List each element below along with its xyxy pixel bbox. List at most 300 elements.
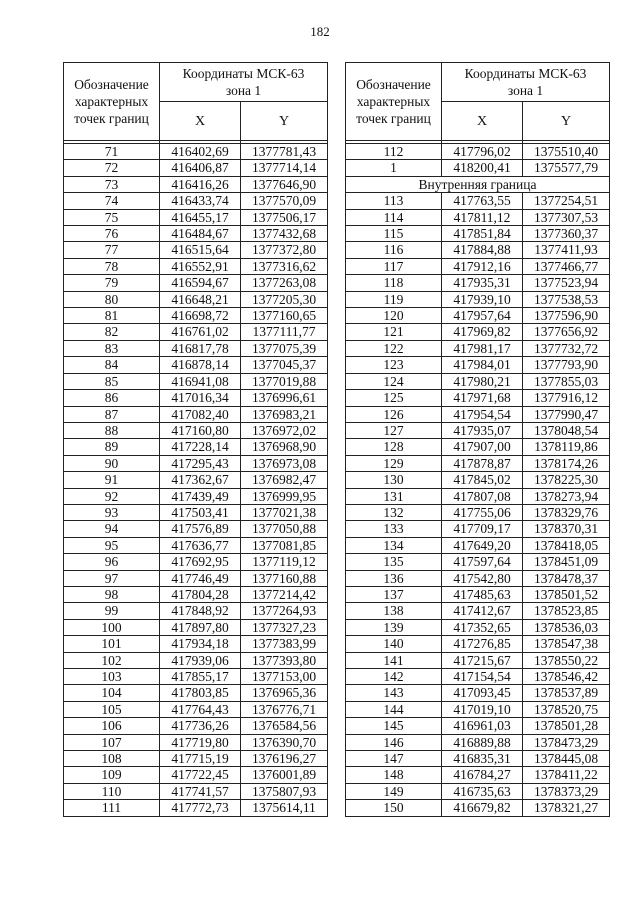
x-coordinate-cell: 417764,43 [160, 701, 241, 717]
x-column-header: X [442, 102, 523, 141]
point-number-cell: 91 [64, 472, 160, 488]
point-number-cell: 86 [64, 390, 160, 406]
x-coordinate-cell: 417412,67 [442, 603, 523, 619]
y-coordinate-cell: 1377466,77 [523, 258, 610, 274]
point-number-cell: 92 [64, 488, 160, 504]
point-number-cell: 143 [346, 685, 442, 701]
y-coordinate-cell: 1376972,02 [241, 422, 328, 438]
y-coordinate-cell: 1378225,30 [523, 472, 610, 488]
y-coordinate-cell: 1377205,30 [241, 291, 328, 307]
x-coordinate-cell: 417160,80 [160, 422, 241, 438]
x-coordinate-cell: 416515,64 [160, 242, 241, 258]
table-row [64, 176, 328, 192]
point-number-cell: 105 [64, 701, 160, 717]
point-number-cell: 78 [64, 258, 160, 274]
table-row [64, 570, 328, 586]
point-number-cell: 136 [346, 570, 442, 586]
x-coordinate-cell: 417692,95 [160, 554, 241, 570]
point-number-cell: 113 [346, 193, 442, 209]
x-coordinate-cell: 417878,87 [442, 455, 523, 471]
y-coordinate-cell: 1378418,05 [523, 537, 610, 553]
table-row [64, 340, 328, 356]
table-row [64, 144, 328, 160]
x-coordinate-cell: 417362,67 [160, 472, 241, 488]
y-coordinate-cell: 1376996,61 [241, 390, 328, 406]
y-coordinate-cell: 1378537,89 [523, 685, 610, 701]
x-coordinate-cell: 417957,64 [442, 308, 523, 324]
table-row [346, 439, 610, 455]
x-coordinate-cell: 417352,65 [442, 619, 523, 635]
point-label-header: Обозначение характерных точек границ [346, 63, 442, 141]
x-coordinate-cell: 416878,14 [160, 357, 241, 373]
point-number-cell: 117 [346, 258, 442, 274]
table-row [346, 718, 610, 734]
y-coordinate-cell: 1377081,85 [241, 537, 328, 553]
point-number-cell: 74 [64, 193, 160, 209]
point-number-cell: 79 [64, 275, 160, 291]
point-number-cell: 145 [346, 718, 442, 734]
point-number-cell: 124 [346, 373, 442, 389]
table-row [346, 554, 610, 570]
table-row [64, 422, 328, 438]
y-coordinate-cell: 1376968,90 [241, 439, 328, 455]
table-row [64, 357, 328, 373]
x-coordinate-cell: 417981,17 [442, 340, 523, 356]
x-coordinate-cell: 416402,69 [160, 144, 241, 160]
point-number-cell: 98 [64, 586, 160, 602]
x-coordinate-cell: 417772,73 [160, 800, 241, 816]
y-coordinate-cell: 1376584,56 [241, 718, 328, 734]
x-coordinate-cell: 416679,82 [442, 800, 523, 816]
y-coordinate-cell: 1377111,77 [241, 324, 328, 340]
point-number-cell: 106 [64, 718, 160, 734]
table-row [346, 800, 610, 816]
table-row [64, 685, 328, 701]
y-coordinate-cell: 1377360,37 [523, 226, 610, 242]
point-number-cell: 148 [346, 767, 442, 783]
table-row [64, 291, 328, 307]
x-coordinate-cell: 416484,67 [160, 226, 241, 242]
table-row [64, 636, 328, 652]
y-coordinate-cell: 1377855,03 [523, 373, 610, 389]
x-coordinate-cell: 417796,02 [442, 144, 523, 160]
y-coordinate-cell: 1377990,47 [523, 406, 610, 422]
y-coordinate-cell: 1378478,37 [523, 570, 610, 586]
x-coordinate-cell: 417980,21 [442, 373, 523, 389]
x-coordinate-cell: 417093,45 [442, 685, 523, 701]
x-coordinate-cell: 417215,67 [442, 652, 523, 668]
x-coordinate-cell: 417851,84 [442, 226, 523, 242]
table-row [64, 390, 328, 406]
x-coordinate-cell: 416817,78 [160, 340, 241, 356]
y-coordinate-cell: 1377021,38 [241, 504, 328, 520]
y-coordinate-cell: 1377153,00 [241, 669, 328, 685]
y-coordinate-cell: 1375577,79 [523, 160, 610, 176]
y-coordinate-cell: 1376999,95 [241, 488, 328, 504]
x-coordinate-cell: 417016,34 [160, 390, 241, 406]
table-row [346, 226, 610, 242]
point-number-cell: 144 [346, 701, 442, 717]
point-number-cell: 138 [346, 603, 442, 619]
table-row [64, 586, 328, 602]
point-number-cell: 112 [346, 144, 442, 160]
x-coordinate-cell: 417969,82 [442, 324, 523, 340]
inner-boundary-label: Внутренняя граница [346, 176, 610, 192]
point-number-cell: 111 [64, 800, 160, 816]
table-row [64, 537, 328, 553]
y-coordinate-cell: 1377372,80 [241, 242, 328, 258]
y-coordinate-cell: 1377506,17 [241, 209, 328, 225]
x-coordinate-cell: 416761,02 [160, 324, 241, 340]
x-coordinate-cell: 417019,10 [442, 701, 523, 717]
point-number-cell: 114 [346, 209, 442, 225]
point-number-cell: 149 [346, 783, 442, 799]
table-row [64, 258, 328, 274]
point-number-cell: 95 [64, 537, 160, 553]
table-row [64, 669, 328, 685]
table-row [346, 636, 610, 652]
point-number-cell: 96 [64, 554, 160, 570]
point-number-cell: 123 [346, 357, 442, 373]
point-number-cell: 104 [64, 685, 160, 701]
point-number-cell: 132 [346, 504, 442, 520]
x-coordinate-cell: 417803,85 [160, 685, 241, 701]
x-coordinate-cell: 417811,12 [442, 209, 523, 225]
x-coordinate-cell: 417636,77 [160, 537, 241, 553]
y-coordinate-cell: 1378411,22 [523, 767, 610, 783]
y-coordinate-cell: 1377160,88 [241, 570, 328, 586]
y-coordinate-cell: 1377327,23 [241, 619, 328, 635]
table-row [346, 537, 610, 553]
table-row [346, 586, 610, 602]
point-number-cell: 73 [64, 176, 160, 192]
table-row [64, 619, 328, 635]
point-number-cell: 121 [346, 324, 442, 340]
point-number-cell: 89 [64, 439, 160, 455]
point-number-cell: 118 [346, 275, 442, 291]
point-number-cell: 115 [346, 226, 442, 242]
x-coordinate-cell: 416552,91 [160, 258, 241, 274]
x-coordinate-cell: 417719,80 [160, 734, 241, 750]
table-row [346, 751, 610, 767]
coordinate-system-header: Координаты МСК-63 зона 1 [442, 63, 610, 102]
y-coordinate-cell: 1377383,99 [241, 636, 328, 652]
y-coordinate-cell: 1378119,86 [523, 439, 610, 455]
section-row [346, 176, 610, 192]
point-number-cell: 122 [346, 340, 442, 356]
y-coordinate-cell: 1376776,71 [241, 701, 328, 717]
y-coordinate-cell: 1378536,03 [523, 619, 610, 635]
coordinates-table-left [63, 62, 328, 817]
table-row [346, 422, 610, 438]
x-coordinate-cell: 417971,68 [442, 390, 523, 406]
table-row [346, 340, 610, 356]
point-number-cell: 139 [346, 619, 442, 635]
table-row [346, 619, 610, 635]
table-row [64, 472, 328, 488]
y-coordinate-cell: 1378550,22 [523, 652, 610, 668]
y-coordinate-cell: 1378273,94 [523, 488, 610, 504]
table-row [346, 390, 610, 406]
table-row [346, 685, 610, 701]
y-coordinate-cell: 1377214,42 [241, 586, 328, 602]
point-number-cell: 75 [64, 209, 160, 225]
x-coordinate-cell: 417912,16 [442, 258, 523, 274]
y-coordinate-cell: 1378445,08 [523, 751, 610, 767]
point-number-cell: 126 [346, 406, 442, 422]
point-number-cell: 131 [346, 488, 442, 504]
point-number-cell: 82 [64, 324, 160, 340]
point-number-cell: 101 [64, 636, 160, 652]
y-coordinate-cell: 1378370,31 [523, 521, 610, 537]
x-coordinate-cell: 417884,88 [442, 242, 523, 258]
x-coordinate-cell: 417763,55 [442, 193, 523, 209]
point-number-cell: 100 [64, 619, 160, 635]
table-row [64, 718, 328, 734]
coordinates-table-right [345, 62, 610, 817]
point-number-cell: 97 [64, 570, 160, 586]
table-row [346, 357, 610, 373]
point-number-cell: 119 [346, 291, 442, 307]
point-number-cell: 134 [346, 537, 442, 553]
x-coordinate-cell: 416835,31 [442, 751, 523, 767]
point-label-header: Обозначение характерных точек границ [64, 63, 160, 141]
coordinate-system-header: Координаты МСК-63 зона 1 [160, 63, 328, 102]
table-row [64, 373, 328, 389]
y-coordinate-cell: 1375510,40 [523, 144, 610, 160]
x-coordinate-cell: 416416,26 [160, 176, 241, 192]
y-coordinate-cell: 1377714,14 [241, 160, 328, 176]
x-coordinate-cell: 417722,45 [160, 767, 241, 783]
table-row [346, 767, 610, 783]
x-coordinate-cell: 417649,20 [442, 537, 523, 553]
point-number-cell: 125 [346, 390, 442, 406]
x-coordinate-cell: 417804,28 [160, 586, 241, 602]
table-row [346, 488, 610, 504]
x-coordinate-cell: 417934,18 [160, 636, 241, 652]
point-number-cell: 142 [346, 669, 442, 685]
point-number-cell: 77 [64, 242, 160, 258]
y-column-header: Y [241, 102, 328, 141]
table-row [64, 324, 328, 340]
table-row [346, 275, 610, 291]
x-coordinate-cell: 416433,74 [160, 193, 241, 209]
y-coordinate-cell: 1377538,53 [523, 291, 610, 307]
table-row [346, 669, 610, 685]
point-number-cell: 110 [64, 783, 160, 799]
point-number-cell: 135 [346, 554, 442, 570]
y-coordinate-cell: 1376982,47 [241, 472, 328, 488]
point-number-cell: 84 [64, 357, 160, 373]
x-coordinate-cell: 416455,17 [160, 209, 241, 225]
point-number-cell: 93 [64, 504, 160, 520]
x-coordinate-cell: 417542,80 [442, 570, 523, 586]
table-row [64, 275, 328, 291]
table-row [346, 308, 610, 324]
y-coordinate-cell: 1376983,21 [241, 406, 328, 422]
page-number: 182 [310, 24, 330, 39]
table-row [64, 800, 328, 816]
y-coordinate-cell: 1377646,90 [241, 176, 328, 192]
y-coordinate-cell: 1377411,93 [523, 242, 610, 258]
point-number-cell: 87 [64, 406, 160, 422]
x-coordinate-cell: 417276,85 [442, 636, 523, 652]
x-coordinate-cell: 417576,89 [160, 521, 241, 537]
point-number-cell: 90 [64, 455, 160, 471]
y-coordinate-cell: 1377732,72 [523, 340, 610, 356]
table-row [64, 783, 328, 799]
x-coordinate-cell: 417845,02 [442, 472, 523, 488]
table-row [64, 193, 328, 209]
table-row [64, 439, 328, 455]
table-row [346, 373, 610, 389]
table-row [346, 504, 610, 520]
x-coordinate-cell: 417939,06 [160, 652, 241, 668]
x-column-header: X [160, 102, 241, 141]
x-coordinate-cell: 416889,88 [442, 734, 523, 750]
point-number-cell: 83 [64, 340, 160, 356]
point-number-cell: 146 [346, 734, 442, 750]
table-row [64, 160, 328, 176]
table-row [346, 406, 610, 422]
point-number-cell: 109 [64, 767, 160, 783]
x-coordinate-cell: 416698,72 [160, 308, 241, 324]
table-row [346, 160, 610, 176]
y-coordinate-cell: 1375807,93 [241, 783, 328, 799]
y-coordinate-cell: 1377119,12 [241, 554, 328, 570]
y-coordinate-cell: 1377264,93 [241, 603, 328, 619]
point-number-cell: 88 [64, 422, 160, 438]
x-coordinate-cell: 417907,00 [442, 439, 523, 455]
point-number-cell: 71 [64, 144, 160, 160]
y-coordinate-cell: 1377050,88 [241, 521, 328, 537]
point-number-cell: 141 [346, 652, 442, 668]
y-coordinate-cell: 1377254,51 [523, 193, 610, 209]
y-coordinate-cell: 1377045,37 [241, 357, 328, 373]
y-coordinate-cell: 1378373,29 [523, 783, 610, 799]
point-number-cell: 150 [346, 800, 442, 816]
x-coordinate-cell: 417295,43 [160, 455, 241, 471]
point-number-cell: 140 [346, 636, 442, 652]
x-coordinate-cell: 417897,80 [160, 619, 241, 635]
point-number-cell: 76 [64, 226, 160, 242]
table-row [346, 324, 610, 340]
point-number-cell: 107 [64, 734, 160, 750]
y-coordinate-cell: 1378174,26 [523, 455, 610, 471]
point-number-cell: 85 [64, 373, 160, 389]
x-coordinate-cell: 417503,41 [160, 504, 241, 520]
point-number-cell: 130 [346, 472, 442, 488]
x-coordinate-cell: 417439,49 [160, 488, 241, 504]
y-coordinate-cell: 1376390,70 [241, 734, 328, 750]
x-coordinate-cell: 416941,08 [160, 373, 241, 389]
x-coordinate-cell: 417154,54 [442, 669, 523, 685]
table-row [64, 521, 328, 537]
x-coordinate-cell: 417715,19 [160, 751, 241, 767]
y-coordinate-cell: 1378520,75 [523, 701, 610, 717]
x-coordinate-cell: 416594,67 [160, 275, 241, 291]
point-number-cell: 102 [64, 652, 160, 668]
table-row [64, 406, 328, 422]
y-coordinate-cell: 1377432,68 [241, 226, 328, 242]
y-coordinate-cell: 1377916,12 [523, 390, 610, 406]
x-coordinate-cell: 417485,63 [442, 586, 523, 602]
x-coordinate-cell: 417855,17 [160, 669, 241, 685]
x-coordinate-cell: 417736,26 [160, 718, 241, 734]
x-coordinate-cell: 417939,10 [442, 291, 523, 307]
point-number-cell: 137 [346, 586, 442, 602]
table-row [64, 488, 328, 504]
y-coordinate-cell: 1376001,89 [241, 767, 328, 783]
point-number-cell: 127 [346, 422, 442, 438]
point-number-cell: 72 [64, 160, 160, 176]
y-coordinate-cell: 1377793,90 [523, 357, 610, 373]
y-coordinate-cell: 1378547,38 [523, 636, 610, 652]
y-coordinate-cell: 1377523,94 [523, 275, 610, 291]
point-number-cell: 120 [346, 308, 442, 324]
x-coordinate-cell: 417741,57 [160, 783, 241, 799]
x-coordinate-cell: 417935,07 [442, 422, 523, 438]
y-coordinate-cell: 1377263,08 [241, 275, 328, 291]
table-row [64, 209, 328, 225]
y-coordinate-cell: 1377570,09 [241, 193, 328, 209]
y-coordinate-cell: 1378329,76 [523, 504, 610, 520]
point-number-cell: 147 [346, 751, 442, 767]
x-coordinate-cell: 416784,27 [442, 767, 523, 783]
y-column-header: Y [523, 102, 610, 141]
y-coordinate-cell: 1377781,43 [241, 144, 328, 160]
table-row [346, 701, 610, 717]
y-coordinate-cell: 1377160,65 [241, 308, 328, 324]
y-coordinate-cell: 1377019,88 [241, 373, 328, 389]
table-row [64, 455, 328, 471]
point-number-cell: 108 [64, 751, 160, 767]
y-coordinate-cell: 1377393,80 [241, 652, 328, 668]
table-row [346, 521, 610, 537]
x-coordinate-cell: 416648,21 [160, 291, 241, 307]
table-row [346, 258, 610, 274]
x-coordinate-cell: 416735,63 [442, 783, 523, 799]
point-number-cell: 128 [346, 439, 442, 455]
y-coordinate-cell: 1378546,42 [523, 669, 610, 685]
y-coordinate-cell: 1378048,54 [523, 422, 610, 438]
table-row [64, 767, 328, 783]
table-row [346, 472, 610, 488]
point-number-cell: 99 [64, 603, 160, 619]
x-coordinate-cell: 416961,03 [442, 718, 523, 734]
y-coordinate-cell: 1377307,53 [523, 209, 610, 225]
table-row [346, 291, 610, 307]
x-coordinate-cell: 416406,87 [160, 160, 241, 176]
x-coordinate-cell: 417935,31 [442, 275, 523, 291]
y-coordinate-cell: 1378523,85 [523, 603, 610, 619]
point-number-cell: 103 [64, 669, 160, 685]
point-number-cell: 133 [346, 521, 442, 537]
x-coordinate-cell: 417082,40 [160, 406, 241, 422]
x-coordinate-cell: 417954,54 [442, 406, 523, 422]
table-row [64, 554, 328, 570]
table-row [346, 193, 610, 209]
table-row [64, 751, 328, 767]
table-row [64, 734, 328, 750]
x-coordinate-cell: 417709,17 [442, 521, 523, 537]
table-row [64, 504, 328, 520]
point-number-cell: 116 [346, 242, 442, 258]
y-coordinate-cell: 1378321,27 [523, 800, 610, 816]
point-number-cell: 94 [64, 521, 160, 537]
table-row [64, 308, 328, 324]
x-coordinate-cell: 417807,08 [442, 488, 523, 504]
